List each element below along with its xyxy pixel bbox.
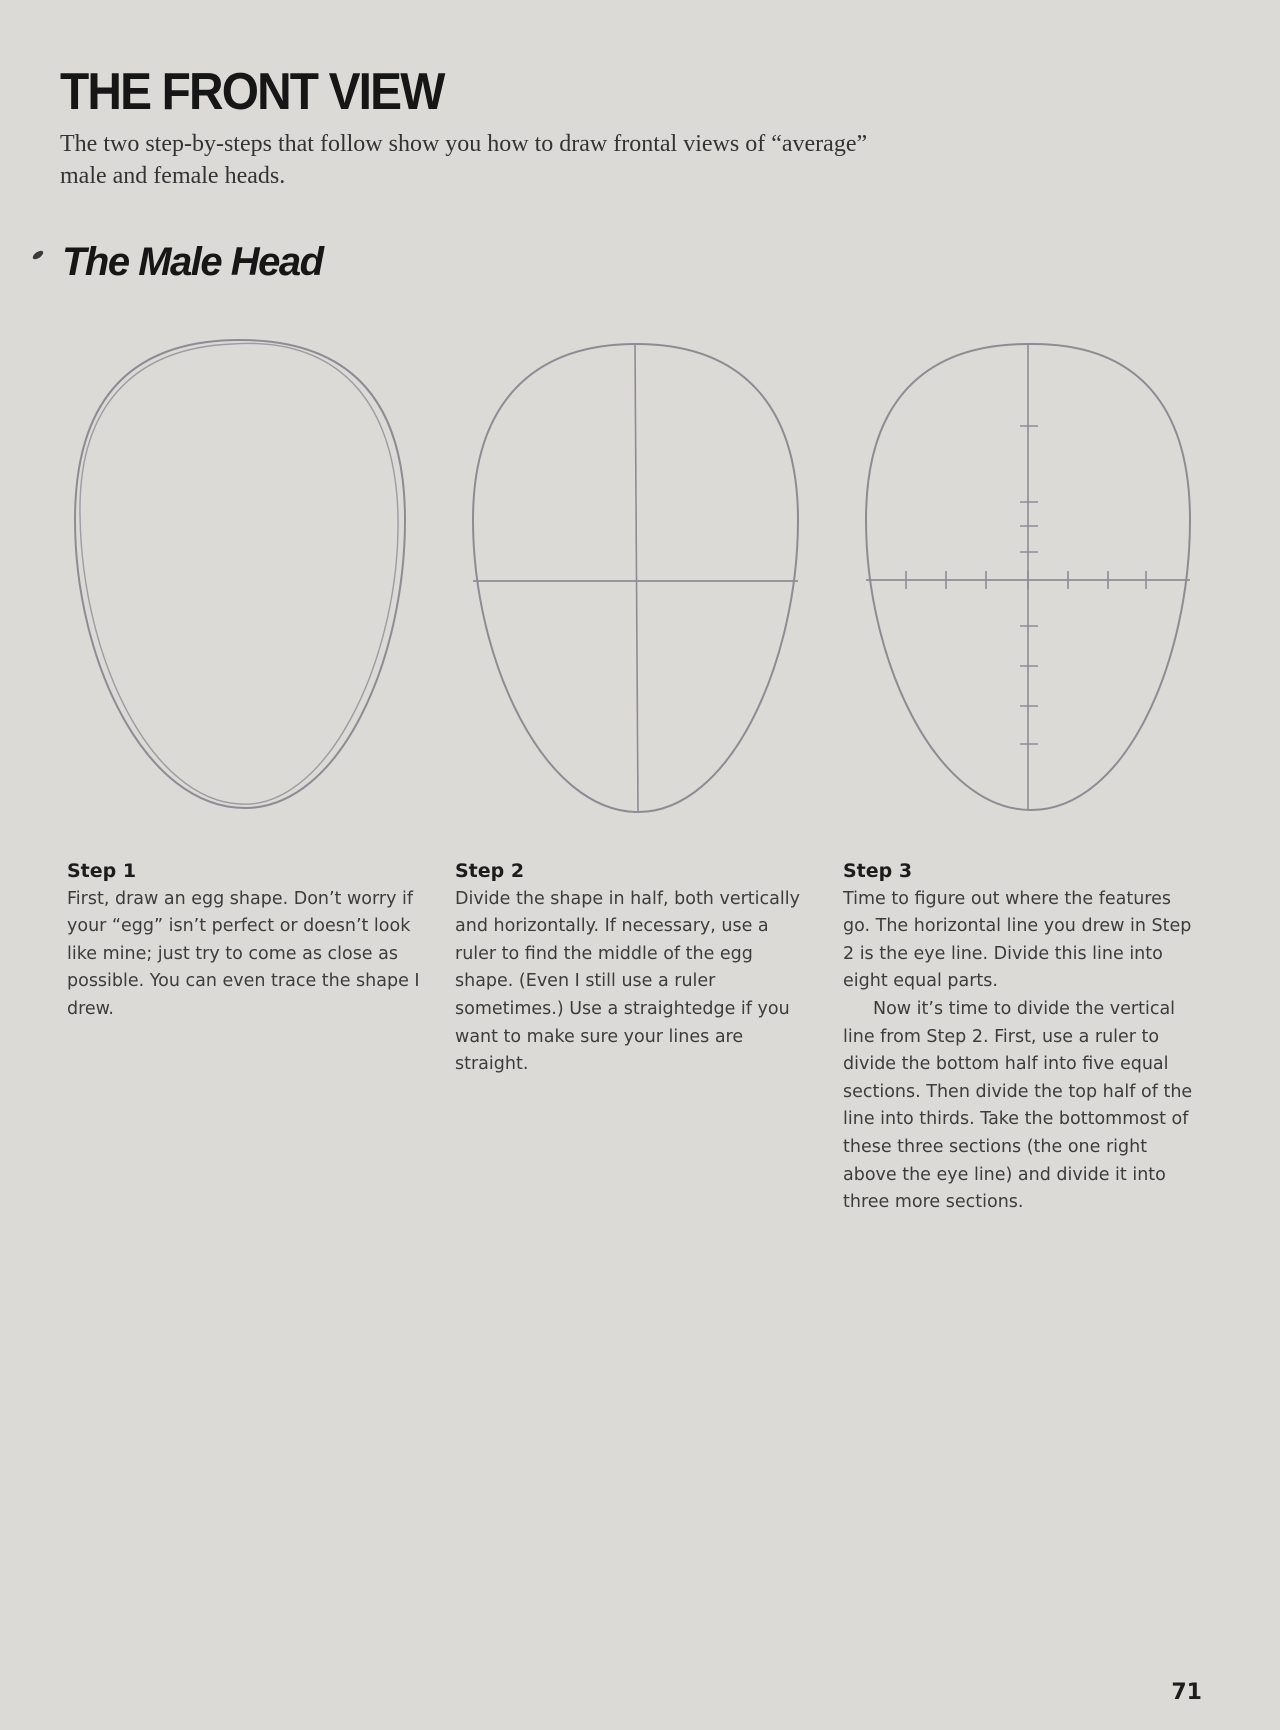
egg-outline [75,340,405,808]
vertical-center-line [635,344,638,812]
step-3-drawing [856,330,1216,830]
page-title: THE FRONT VIEW [60,63,444,121]
step-label: Step 3 [843,860,913,882]
step-paragraph: First, draw an egg shape. Don’t worry if your “egg” isn’t perfect or doesn’t look like mine; just try to come as close as possible. You can even trace the shape I drew. [67,888,420,1019]
step-2-text [455,858,815,1079]
step-paragraph: Divide the shape in half, both vertically and horizontally. If necessary, use a ruler to find the middle of the egg shape. (Even I still use a ruler sometimes.) Use a straightedge if you want to make sure your lines are straight. [455,888,800,1075]
section-heading: The Male Head [62,240,323,284]
step-paragraph: Now it’s time to divide the vertical line from Step 2. First, use a ruler to divide the bottom half into five equal sections. Then divide the top half of the line into thirds. Take the bottommost of these three sections (the one right above the eye line) and divide it into three more sections. [843,998,1193,1213]
step-label: Step 2 [455,860,525,882]
step-body [455,886,815,1079]
step-body [843,886,1203,1217]
pencil-mark-icon [31,249,44,261]
step-1-drawing [60,330,420,830]
step-2-drawing [456,330,816,830]
step-body [67,886,427,1024]
step-3-text [843,858,1203,1217]
intro-paragraph: The two step-by-steps that follow show you how to draw frontal views of “average” male and female heads. [60,131,868,189]
page-number: 71 [1171,1680,1202,1705]
step-label: Step 1 [67,860,137,882]
step-1-text [67,858,427,1024]
step-paragraph: Time to figure out where the features go. The horizontal line you drew in Step 2 is the eye line. Divide this line into eight equal parts. [843,888,1192,992]
